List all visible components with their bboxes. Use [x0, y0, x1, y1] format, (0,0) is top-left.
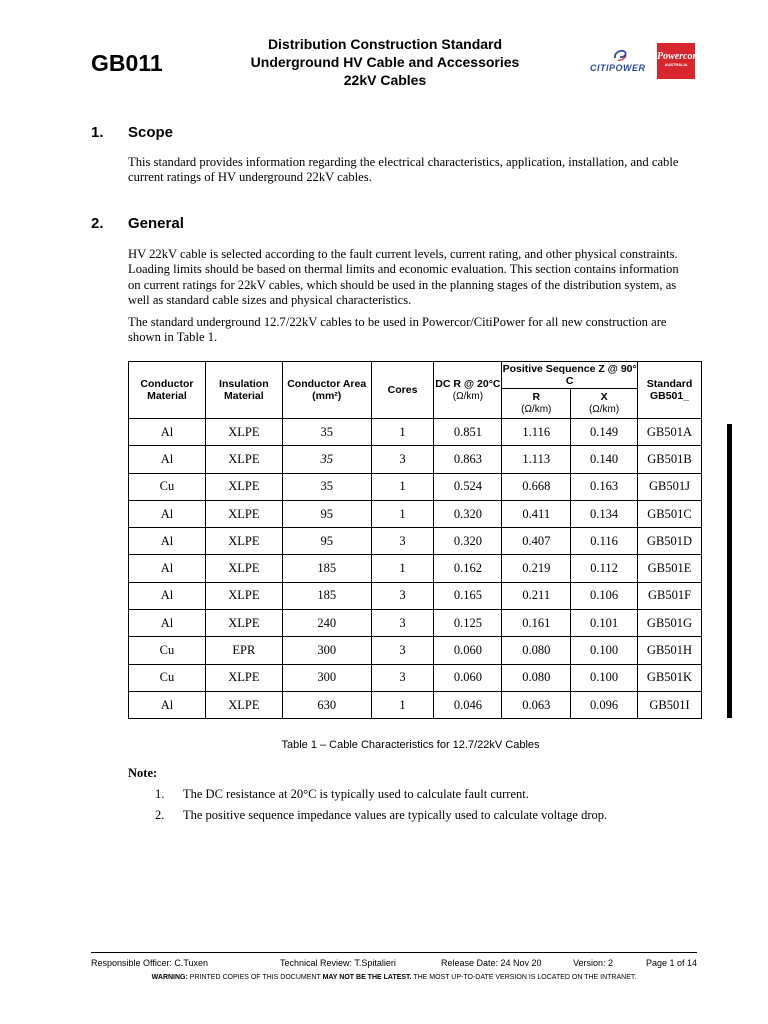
cell-x: 0.100 — [571, 664, 638, 691]
warning-text-1: PRINTED COPIES OF THIS DOCUMENT — [189, 974, 321, 981]
table-caption: Table 1 – Cable Characteristics for 12.7/22kV Cables — [281, 739, 540, 751]
cell-insulation-material: XLPE — [205, 446, 282, 473]
cell-conductor-material: Al — [129, 610, 206, 637]
cell-dc-r: 0.524 — [434, 473, 502, 500]
citipower-logo-text: CITIPOWER — [590, 63, 646, 73]
cell-conductor-area: 35 — [282, 419, 371, 446]
cell-dc-r: 0.165 — [434, 582, 502, 609]
header-x-label: X — [600, 391, 608, 403]
title-line-1: Distribution Construction Standard — [267, 36, 503, 52]
cell-insulation-material: XLPE — [205, 473, 282, 500]
document-code: GB011 — [91, 50, 163, 76]
header-conductor-area-unit: (mm²) — [312, 390, 342, 402]
cell-conductor-material: Al — [129, 419, 206, 446]
table-row — [129, 419, 702, 446]
cell-r: 0.080 — [502, 664, 571, 691]
footer — [91, 958, 697, 972]
table-row — [129, 582, 702, 609]
change-bar — [727, 424, 732, 718]
header-r-unit: (Ω/km) — [521, 404, 552, 415]
scope-paragraph: This standard provides information regarding the electrical characteristics, application, installation, and cable current ratings of HV underground 22kV cables. — [128, 155, 679, 185]
cell-x: 0.140 — [571, 446, 638, 473]
cell-r: 0.668 — [502, 473, 571, 500]
general-paragraph-2: The standard underground 12.7/22kV cables to be used in Powercor/CitiPower for all new construction are shown in Table 1. — [128, 315, 667, 345]
cell-r: 1.113 — [502, 446, 571, 473]
cell-dc-r: 0.863 — [434, 446, 502, 473]
cell-standard: GB501G — [638, 610, 702, 637]
section-number: 2. — [91, 215, 104, 232]
cell-insulation-material: EPR — [205, 637, 282, 664]
cell-conductor-area: 95 — [282, 528, 371, 555]
header-x — [571, 389, 638, 419]
cell-insulation-material: XLPE — [205, 664, 282, 691]
citipower-swirl-icon — [612, 48, 628, 62]
cell-cores: 1 — [371, 473, 434, 500]
warning-label: WARNING: — [151, 974, 188, 981]
cell-conductor-area: 35 — [282, 473, 371, 500]
cell-dc-r: 0.851 — [434, 419, 502, 446]
header-r-label: R — [532, 391, 541, 403]
cell-x: 0.134 — [571, 500, 638, 527]
cell-standard: GB501J — [638, 473, 702, 500]
powercor-logo-text: Powercor — [657, 51, 697, 62]
cell-cores: 3 — [371, 664, 434, 691]
cell-insulation-material: XLPE — [205, 691, 282, 718]
cell-insulation-material: XLPE — [205, 610, 282, 637]
cell-x: 0.116 — [571, 528, 638, 555]
footer-responsible-officer: Responsible Officer: C.Tuxen — [91, 958, 209, 968]
cell-conductor-material: Al — [129, 555, 206, 582]
header-conductor-area — [282, 362, 371, 419]
section-number: 1. — [91, 124, 104, 141]
header-dc-resistance — [434, 362, 502, 419]
footer-technical-review: Technical Review: T.Spitalieri — [280, 958, 396, 968]
note-item — [155, 787, 715, 808]
cell-cores: 3 — [371, 528, 434, 555]
cell-standard: GB501H — [638, 637, 702, 664]
cell-x: 0.100 — [571, 637, 638, 664]
header-dc-resistance-unit: (Ω/km) — [452, 390, 484, 402]
cell-x: 0.106 — [571, 582, 638, 609]
cell-dc-r: 0.060 — [434, 637, 502, 664]
table-row — [129, 664, 702, 691]
header-r — [502, 389, 571, 419]
document-title — [190, 35, 580, 89]
cell-conductor-area: 35 — [282, 446, 371, 473]
cell-conductor-area: 240 — [282, 610, 371, 637]
cell-r: 0.219 — [502, 555, 571, 582]
cell-x: 0.101 — [571, 610, 638, 637]
cell-dc-r: 0.162 — [434, 555, 502, 582]
footer-warning — [91, 974, 697, 981]
table-row — [129, 691, 702, 718]
cell-cores: 1 — [371, 500, 434, 527]
footer-version: Version: 2 — [573, 958, 614, 968]
cell-cores: 1 — [371, 419, 434, 446]
cell-conductor-material: Al — [129, 691, 206, 718]
cell-standard: GB501I — [638, 691, 702, 718]
cell-x: 0.096 — [571, 691, 638, 718]
header-x-unit: (Ω/km) — [588, 404, 620, 415]
cell-insulation-material: XLPE — [205, 528, 282, 555]
cell-standard: GB501A — [638, 419, 702, 446]
cell-conductor-material: Cu — [129, 473, 206, 500]
table-row — [129, 446, 702, 473]
cell-cores: 3 — [371, 446, 434, 473]
cell-dc-r: 0.320 — [434, 528, 502, 555]
cell-conductor-area: 185 — [282, 555, 371, 582]
cell-conductor-area: 95 — [282, 500, 371, 527]
table-row — [129, 473, 702, 500]
footer-divider — [91, 952, 697, 953]
footer-release-date: Release Date: 24 Nov 20 — [441, 958, 542, 968]
powercor-logo — [657, 43, 695, 79]
header-conductor-material: Conductor Material — [129, 362, 206, 419]
table-row — [129, 610, 702, 637]
header-insulation-material: Insulation Material — [205, 362, 282, 419]
warning-text-2: THE MOST UP-TO-DATE VERSION IS LOCATED ON THE INTRANET. — [413, 974, 637, 981]
cell-insulation-material: XLPE — [205, 555, 282, 582]
cell-cores: 3 — [371, 637, 434, 664]
cell-cores: 1 — [371, 555, 434, 582]
section-title: General — [128, 215, 184, 232]
general-paragraph-1: HV 22kV cable is selected according to the fault current levels, current rating, and other physical constraints. Loading limits should be based on thermal limits and economic evaluation. This section contains information on current ratings for 22kV cables, which should be used in the planning stages of the distribution system, as well as standard cable sizes and physical characteristics. — [128, 247, 679, 307]
cell-conductor-area: 300 — [282, 637, 371, 664]
section-title: Scope — [128, 124, 174, 141]
cell-dc-r: 0.046 — [434, 691, 502, 718]
cell-x: 0.149 — [571, 419, 638, 446]
note-text: The DC resistance at 20°C is typically used to calculate fault current. — [183, 787, 529, 801]
cable-characteristics-table — [128, 361, 702, 719]
cell-conductor-material: Al — [129, 500, 206, 527]
cell-standard: GB501B — [638, 446, 702, 473]
cell-conductor-area: 630 — [282, 691, 371, 718]
cell-insulation-material: XLPE — [205, 419, 282, 446]
footer-page-number: Page 1 of 14 — [646, 958, 698, 968]
cell-r: 0.080 — [502, 637, 571, 664]
cell-conductor-material: Cu — [129, 637, 206, 664]
cell-conductor-area: 185 — [282, 582, 371, 609]
cell-cores: 1 — [371, 691, 434, 718]
note-heading: Note: — [128, 766, 158, 780]
header-standard: Standard GB501_ — [638, 362, 702, 419]
cell-dc-r: 0.320 — [434, 500, 502, 527]
note-number: 1. — [155, 787, 165, 801]
cell-standard: GB501D — [638, 528, 702, 555]
cell-r: 0.411 — [502, 500, 571, 527]
cell-insulation-material: XLPE — [205, 582, 282, 609]
citipower-logo — [590, 48, 650, 74]
title-line-2: Underground HV Cable and Accessories — [250, 54, 520, 70]
header-conductor-area-label: Conductor Area — [287, 378, 367, 390]
cell-standard: GB501F — [638, 582, 702, 609]
note-text: The positive sequence impedance values are typically used to calculate voltage drop. — [183, 808, 608, 822]
cell-insulation-material: XLPE — [205, 500, 282, 527]
cell-dc-r: 0.125 — [434, 610, 502, 637]
cell-x: 0.112 — [571, 555, 638, 582]
table-row — [129, 555, 702, 582]
powercor-logo-subtext: AUSTRALIA — [664, 62, 688, 67]
cell-x: 0.163 — [571, 473, 638, 500]
cell-r: 0.211 — [502, 582, 571, 609]
table-row — [129, 637, 702, 664]
cell-dc-r: 0.060 — [434, 664, 502, 691]
cell-cores: 3 — [371, 610, 434, 637]
header-dc-resistance-label: DC R @ 20°C — [435, 377, 501, 390]
header-positive-sequence: Positive Sequence Z @ 90° C — [502, 363, 637, 387]
warning-emphasis: MAY NOT BE THE LATEST. — [322, 974, 412, 981]
note-item — [155, 808, 715, 829]
cell-standard: GB501K — [638, 664, 702, 691]
cell-r: 0.407 — [502, 528, 571, 555]
cell-conductor-material: Al — [129, 582, 206, 609]
cell-conductor-material: Al — [129, 528, 206, 555]
note-number: 2. — [155, 808, 165, 822]
note-list — [155, 787, 715, 829]
cell-conductor-material: Cu — [129, 664, 206, 691]
cell-conductor-material: Al — [129, 446, 206, 473]
cell-cores: 3 — [371, 582, 434, 609]
table-row — [129, 500, 702, 527]
cell-conductor-area: 300 — [282, 664, 371, 691]
cell-standard: GB501E — [638, 555, 702, 582]
cell-r: 1.116 — [502, 419, 571, 446]
cell-standard: GB501C — [638, 500, 702, 527]
header-cores: Cores — [371, 362, 434, 419]
title-line-3: 22kV Cables — [343, 72, 427, 88]
cell-r: 0.161 — [502, 610, 571, 637]
cell-r: 0.063 — [502, 691, 571, 718]
table-row — [129, 528, 702, 555]
